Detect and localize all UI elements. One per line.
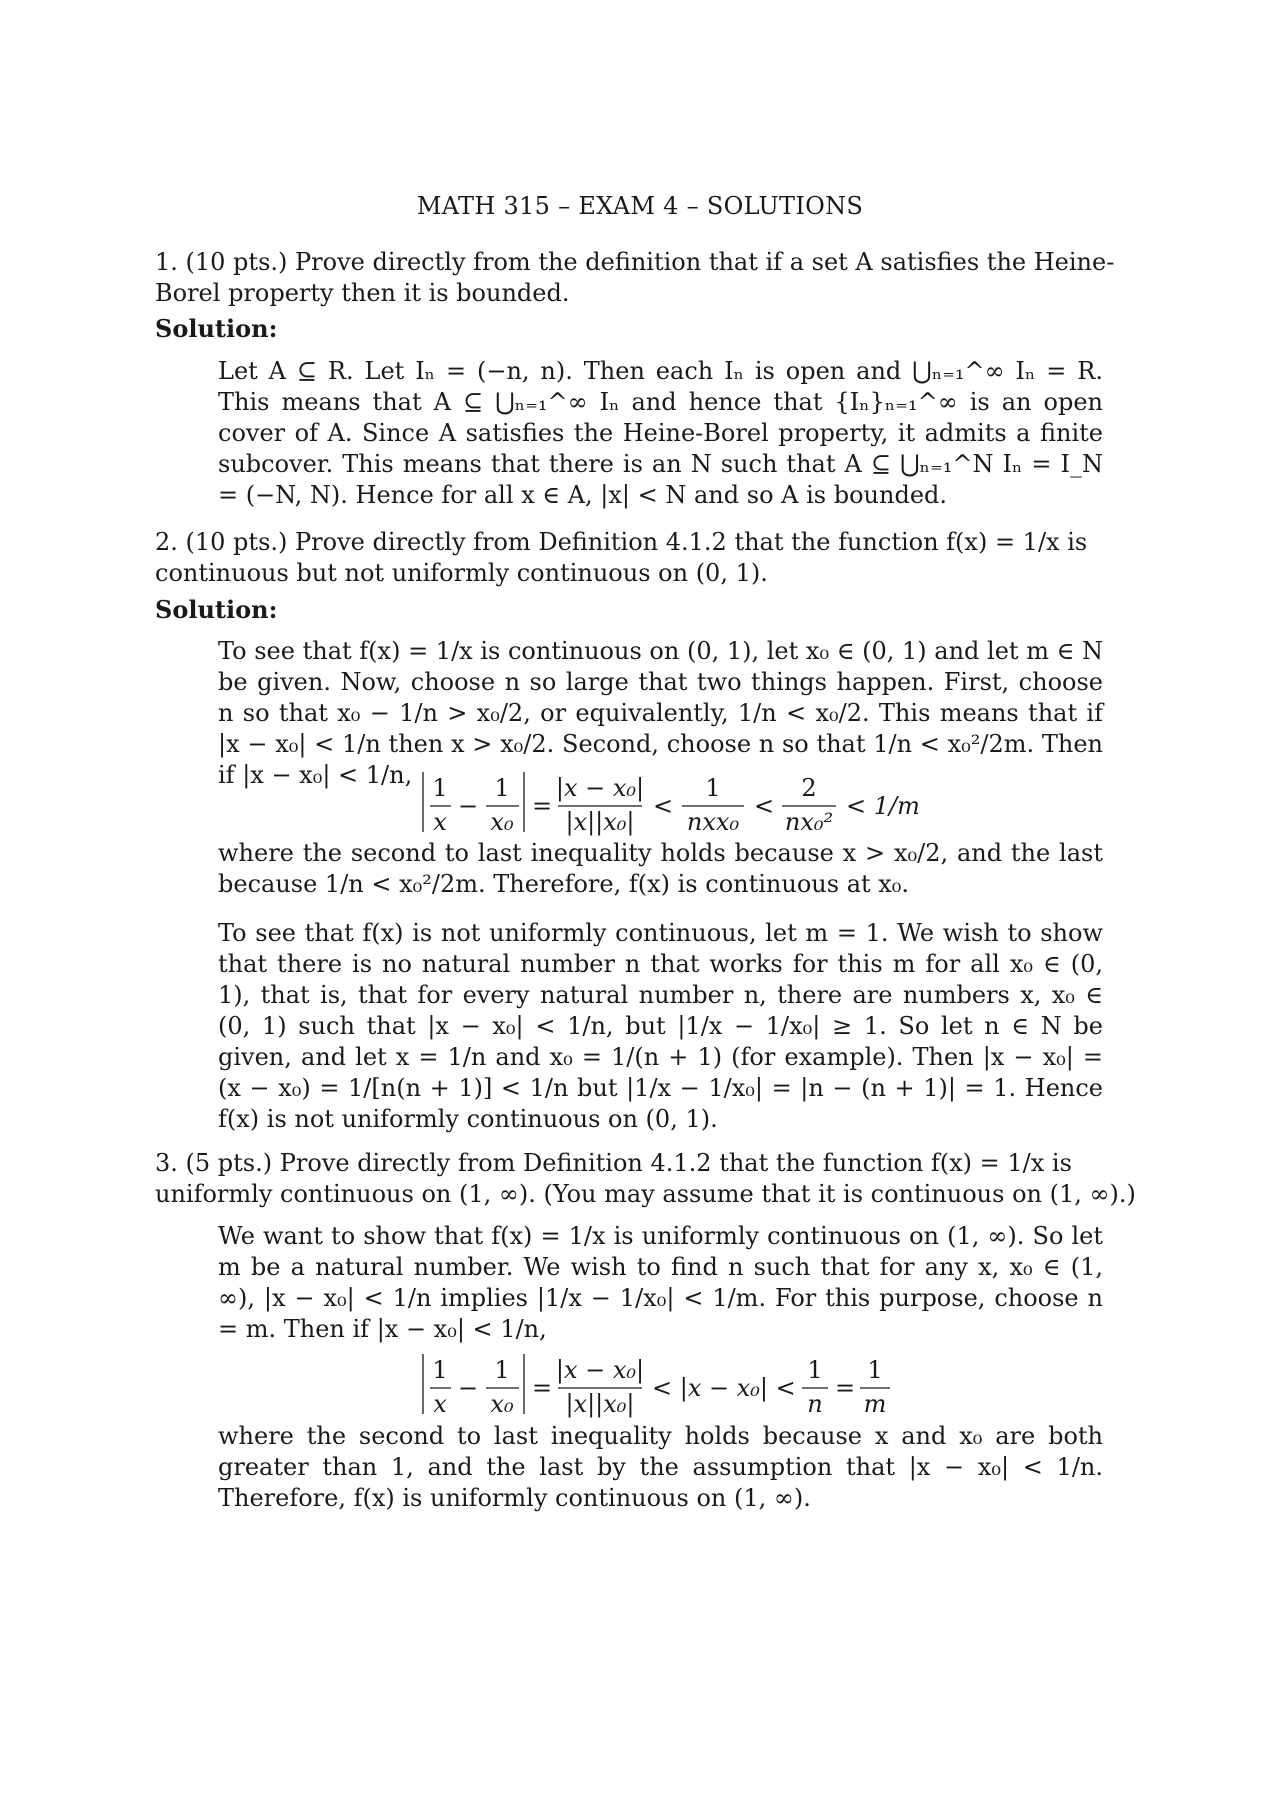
eq3-frac3-den: |x||x₀|: [565, 1390, 635, 1418]
eq3-frac1-num: 1: [432, 1356, 448, 1384]
eq2-frac3-den: |x||x₀|: [565, 808, 635, 836]
eq3-equals: =: [531, 1374, 553, 1402]
problem-2-solution-part-1: To see that f(x) = 1/x is continuous on (0, 1), let x₀ ∈ (0, 1) and let m ∈ N be given. Now, choose n so large that two things happen. First, choose n so that x₀ − 1/n > x₀/2, or equivalently, 1/n < x₀/2. This means that if |x − x₀| < 1/n then x > x₀/2. Second, choose n so that 1/n < x₀²/2m. Then if |x − x₀| < 1/n,: [218, 637, 1103, 789]
problem-1-statement: 1. (10 pts.) Prove directly from the definition that if a set A satisfies the Heine-Borel property then it is bounded.: [155, 248, 1115, 307]
eq3-frac3-num: |x − x₀|: [555, 1356, 645, 1384]
problem-2-equation: [420, 768, 980, 846]
problem-3-solution-part-2: where the second to last inequality holds because x and x₀ are both greater than 1, and the last by the assumption that |x − x₀| < 1/n. Therefore, f(x) is uniformly continuous on (1, ∞).: [218, 1422, 1103, 1512]
eq2-frac5-num: 2: [801, 774, 817, 802]
eq2-lt-2: <: [753, 792, 775, 820]
eq2-equals: =: [531, 792, 553, 820]
eq2-frac2-num: 1: [494, 774, 510, 802]
problem-2-solution-part-3: To see that f(x) is not uniformly continuous, let m = 1. We wish to show that there is no natural number n that works for this m for all x₀ ∈ (0, 1), that is, that for every natural number n, there are numbers x, x₀ ∈ (0, 1) such that |x − x₀| < 1/n, but |1/x − 1/x₀| ≥ 1. So let n ∈ N be given, and let x = 1/n and x₀ = 1/(n + 1) (for example). Then |x − x₀| = (x − x₀) = 1/[n(n + 1)] < 1/n but |1/x − 1/x₀| = |n − (n + 1)| = 1. Hence f(x) is not uniformly continuous on (0, 1).: [218, 919, 1103, 1133]
eq3-frac5-num: 1: [867, 1356, 883, 1384]
eq2-frac4-num: 1: [705, 774, 721, 802]
eq3-frac4-den: n: [807, 1390, 823, 1418]
problem-3-equation: [420, 1350, 900, 1428]
eq2-tail: < 1/m: [846, 792, 920, 820]
eq2-frac5-den: nx₀²: [784, 808, 834, 836]
eq2-frac3-num: |x − x₀|: [555, 774, 645, 802]
eq3-equals-2: =: [834, 1374, 856, 1402]
eq2-frac1-num: 1: [432, 774, 448, 802]
problem-2-solution-part-2: where the second to last inequality holds because x > x₀/2, and the last because 1/n < x₀²/2m. Therefore, f(x) is continuous at x₀.: [218, 839, 1103, 898]
eq3-middle: < |x − x₀| <: [652, 1374, 796, 1402]
problem-3-solution-part-1: We want to show that f(x) = 1/x is uniformly continuous on (1, ∞). So let m be a natural number. We wish to find n such that for any x, x₀ ∈ (1, ∞), |x − x₀| < 1/n implies |1/x − 1/x₀| < 1/m. For this purpose, choose n = m. Then if |x − x₀| < 1/n,: [218, 1222, 1103, 1343]
eq2-lt-1: <: [652, 792, 674, 820]
eq2-minus: −: [457, 792, 479, 820]
eq3-frac2-den: x₀: [490, 1390, 514, 1418]
eq2-frac1-den: x: [433, 808, 447, 836]
eq3-minus: −: [457, 1374, 479, 1402]
eq2-frac2-den: x₀: [490, 808, 514, 836]
eq2-frac4-den: nxx₀: [686, 808, 740, 836]
problem-1-solution-label: Solution:: [155, 314, 278, 343]
eq3-frac1-den: x: [433, 1390, 447, 1418]
eq3-frac2-num: 1: [494, 1356, 510, 1384]
eq3-frac4-num: 1: [807, 1356, 823, 1384]
eq3-frac5-den: m: [863, 1390, 887, 1418]
problem-2-solution-label: Solution:: [155, 595, 278, 624]
problem-1-solution: Let A ⊆ R. Let Iₙ = (−n, n). Then each Iₙ is open and ⋃ₙ₌₁^∞ Iₙ = R. This means that A ⊆ ⋃ₙ₌₁^∞ Iₙ and hence that {Iₙ}ₙ₌₁^∞ is an open cover of A. Since A satisfies the Heine-Borel property, it admits a finite subcover. This means that there is an N such that A ⊆ ⋃ₙ₌₁^N Iₙ = I_N = (−N, N). Hence for all x ∈ A, |x| < N and so A is bounded.: [218, 357, 1103, 509]
problem-3-statement: 3. (5 pts.) Prove directly from Definition 4.1.2 that the function f(x) = 1/x is uniformly continuous on (1, ∞). (You may assume that it is continuous on (1, ∞).): [155, 1149, 1136, 1208]
page-title: MATH 315 – EXAM 4 – SOLUTIONS: [416, 192, 864, 220]
problem-2-statement: 2. (10 pts.) Prove directly from Definition 4.1.2 that the function f(x) = 1/x is continuous but not uniformly continuous on (0, 1).: [155, 528, 1088, 587]
